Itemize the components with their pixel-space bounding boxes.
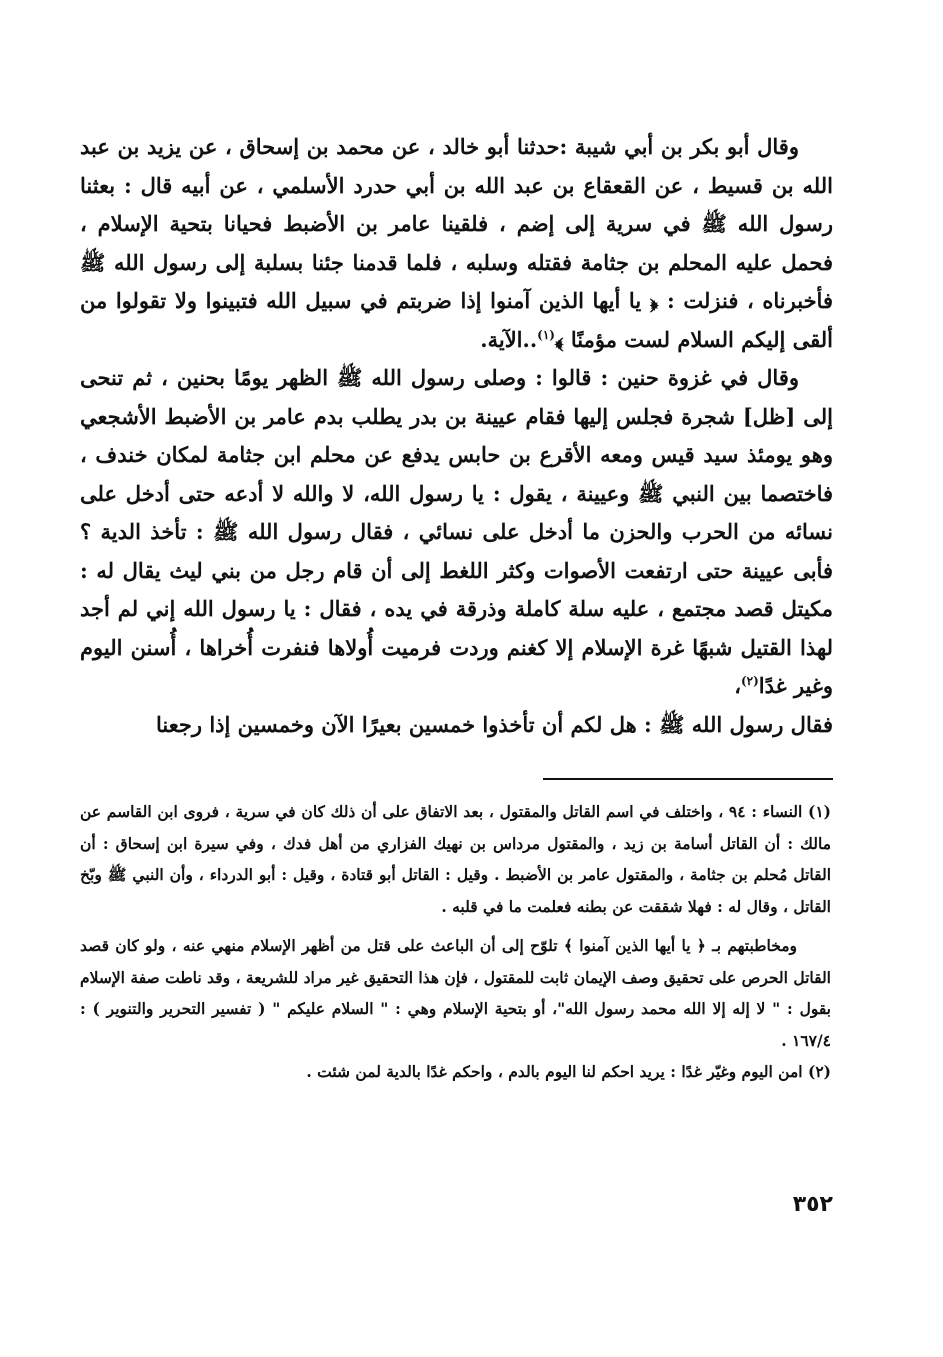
main-text: [80, 128, 833, 744]
paragraph-1-tail: ..الآية.: [480, 326, 538, 352]
footnotes: [80, 796, 831, 1088]
footnote-ref-1: (١): [537, 327, 555, 342]
paragraph-1-text: وقال أبو بكر بن أبي شيبة :حدثنا أبو خالد ، عن محمد بن إسحاق ، عن يزيد بن عبد الله بن قسيط ، عن القعقاع بن عبد الله بن أبي حدرد الأسلمي ، عن أبيه قال : بعثنا رسول الله ﷺ في سرية إلى إضم ، فلقينا عامر بن الأضبط فحيانا بتحية الإسلام ، فحمل عليه المحلم بن جثامة فقتله وسلبه ، فلما قدمنا جئنا بسلبة إلى رسول الله ﷺ فأخبرناه ، فنزلت : ﴿ يا أيها الذين آمنوا إذا ضربتم في سبيل الله فتبينوا ولا تقولوا من ألقى إليكم السلام لست مؤمنًا ﴾: [80, 134, 833, 352]
paragraph-2-text: وقال في غزوة حنين : قالوا : وصلى رسول الله ﷺ الظهر يومًا بحنين ، ثم تنحى إلى [ظل] شجرة فجلس إليها فقام عيينة بن بدر يطلب بدم عامر بن الأضبط الأشجعي وهو يومئذ سيد قيس ومعه الأقرع بن حابس يدفع عن محلم ابن جثامة لمكان خندف ، فاختصما بين النبي ﷺ وعيينة ، يقول : يا رسول الله، لا والله لا أدعه حتى أدخل على نسائه من الحرب والحزن ما أدخل على نسائي ، فقال رسول الله ﷺ : تأخذ الدية ؟ فأبى عيينة حتى ارتفعت الأصوات وكثر اللغط إلى أن قام رجل من بني ليث يقال له : مكيتل قصد مجتمع ، عليه سلة كاملة وذرقة في يده ، فقال : يا رسول الله إني لم أجد لهذا القتيل شبهًا غرة الإسلام إلا كغنم وردت فرميت أُولاها فنفرت أُخراها ، أُسنن اليوم وغير غدًا: [80, 365, 833, 698]
paragraph-2-tail: ،: [734, 673, 741, 698]
paragraph-hadith-1: [80, 128, 833, 359]
paragraph-hunayn: [80, 359, 833, 706]
paragraph-continuation: فقال رسول الله ﷺ : هل لكم أن تأخذوا خمسين بعيرًا الآن وخمسين إذا رجعنا: [156, 711, 833, 737]
page-number: ٣٥٢: [792, 1192, 833, 1217]
footnote-2: (٢) امن اليوم وغيّر غدًا : يريد احكم لنا اليوم بالدم ، واحكم غدًا بالدية لمن شئت .: [306, 1062, 831, 1081]
footnote-divider: [543, 778, 833, 780]
footnote-1-continuation: ومخاطبتهم بـ ﴿ يا أيها الذين آمنوا ﴾ تلوّح إلى أن الباعث على قتل من أظهر الإسلام منهي عنه ، ولو كان قصد القاتل الحرص على تحقيق وصف الإيمان ثابت للمقتول ، فإن هذا التحقيق غير مراد للشريعة ، وقد ناطت صفة الإسلام بقول : " لا إله إلا الله محمد رسول الله"، أو بتحية الإسلام وهي : " السلام عليكم " ( تفسير التحرير والتنوير ) : ١٦٧/٤ .: [80, 936, 831, 1050]
footnote-1: (١) النساء : ٩٤ ، واختلف في اسم القاتل والمقتول ، بعد الاتفاق على أن ذلك كان في سرية ، فروى ابن القاسم عن مالك : أن القاتل أسامة بن زيد ، والمقتول مرداس بن نهيك الفزاري من أهل فدك ، وفي سيرة ابن إسحاق : أن القاتل مُحلم بن جثامة ، والمقتول عامر بن الأضبط . وقيل : القاتل أبو قتادة ، وقيل : أبو الدرداء ، وأن النبي ﷺ وبّخ القاتل ، وقال له : فهلا شققت عن بطنه فعلمت ما في قلبه .: [80, 802, 831, 916]
footnote-ref-2: (٢): [740, 674, 759, 688]
